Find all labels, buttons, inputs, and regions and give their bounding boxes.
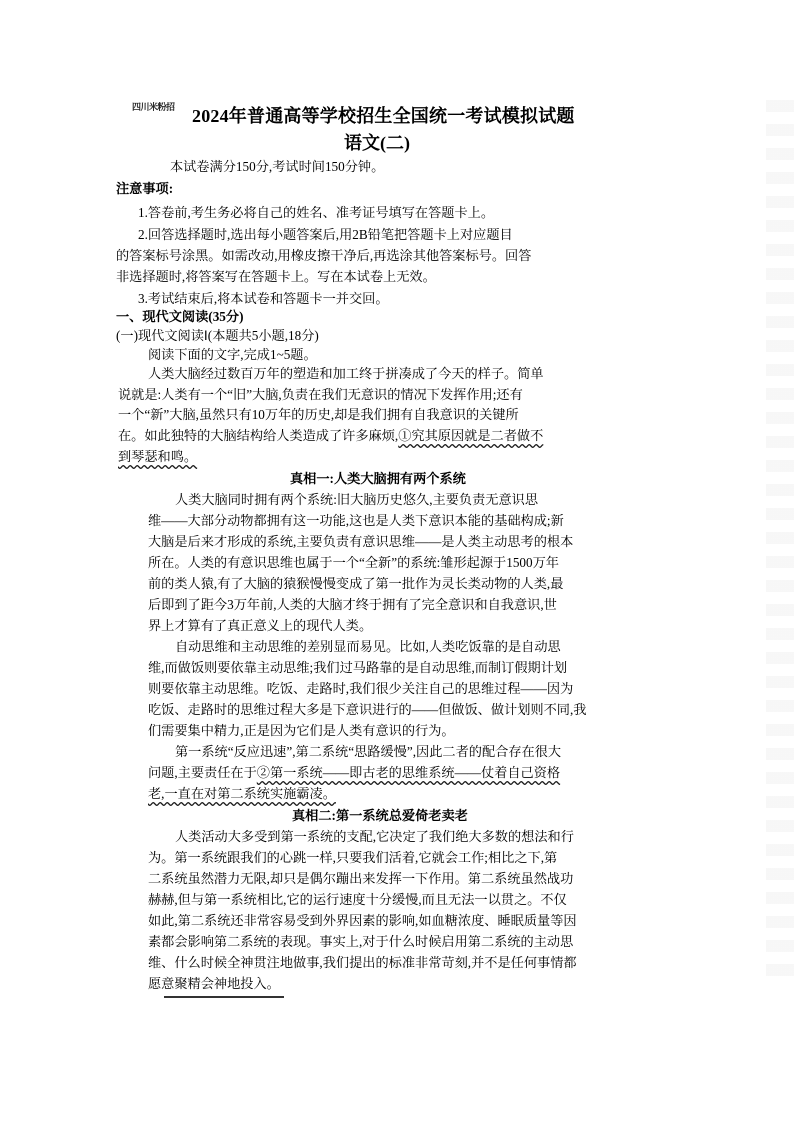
paragraph-5-line: 如此,第二系统还非常容易受到外界因素的影响,如血糖浓度、睡眠质量等因 bbox=[148, 913, 577, 928]
notice-item-2c: 非选择题时,将答案写在答题卡上。写在本试卷上无效。 bbox=[116, 269, 436, 284]
paragraph-4-line bbox=[148, 763, 560, 783]
paragraph-5-line: 人类活动大多受到第一系统的支配,它决定了我们绝大多数的想法和行 bbox=[175, 829, 574, 844]
paragraph-3-line: 维,而做饭则要依靠主动思维;我们过马路靠的是自动思维,而制订假期计划 bbox=[148, 660, 568, 675]
sub-section-heading: (一)现代文阅读Ⅰ(本题共5小题,18分) bbox=[116, 328, 319, 343]
paragraph-2-line: 后即到了距今3万年前,人类的大脑才终于拥有了完全意识和自我意识,世 bbox=[148, 597, 557, 612]
notice-item-3: 3.考试结束后,将本试卷和答题卡一并交回。 bbox=[138, 291, 389, 306]
paragraph-2-line: 大脑是后来才形成的系统,主要负责有意识思维——是人类主动思考的根本 bbox=[148, 534, 574, 549]
paragraph-3-line: 自动思维和主动思维的差别显而易见。比如,人类吃饭靠的是自动思 bbox=[175, 639, 561, 654]
paragraph-3-line: 吃饭、走路时的思维过程大多是下意识进行的——但做饭、做计划则不同,我 bbox=[148, 702, 587, 717]
exam-title: 2024年普通高等学校招生全国统一考试模拟试题 bbox=[192, 106, 575, 126]
paragraph-4-line bbox=[148, 784, 336, 804]
exam-info: 本试卷满分150分,考试时间150分钟。 bbox=[170, 159, 385, 174]
section-heading-truth-1: 真相一:人类大脑拥有两个系统 bbox=[290, 471, 466, 486]
exam-subtitle: 语文(二) bbox=[344, 133, 410, 153]
paragraph-1-line bbox=[118, 426, 543, 446]
underlined-sentence-1-end: 到琴瑟和鸣。 bbox=[118, 449, 198, 464]
paragraph-3-line: 们需要集中精力,正是因为它们是人类有意识的行为。 bbox=[148, 723, 455, 738]
paragraph-2-line: 人类大脑同时拥有两个系统:旧大脑历史悠久,主要负责无意识思 bbox=[175, 492, 539, 507]
notice-item-2b: 的答案标号涂黑。如需改动,用橡皮擦干净后,再选涂其他答案标号。回答 bbox=[116, 248, 532, 263]
notice-item-2a: 2.回答选择题时,选出每小题答案后,用2B铅笔把答题卡上对应题目 bbox=[138, 227, 513, 242]
underlined-sentence-2: ②第一系统——即古老的思维系统——仗着自己资格 bbox=[256, 765, 561, 780]
paragraph-1-text: 在。如此独特的大脑结构给人类造成了许多麻烦, bbox=[118, 428, 399, 443]
notice-item-1: 1.答卷前,考生务必将自己的姓名、准考证号填写在答题卡上。 bbox=[138, 205, 495, 220]
underlined-sentence-1: ①究其原因就是二者做不 bbox=[398, 428, 544, 443]
paragraph-5-line: 维、什么时候全神贯注地做事,我们提出的标准非常苛刻,并不是任何事情都 bbox=[148, 955, 577, 970]
paragraph-5-line: 素都会影响第二系统的表现。事实上,对于什么时候启用第二系统的主动思 bbox=[148, 934, 574, 949]
paragraph-5-line: 赫赫,但与第一系统相比,它的运行速度十分缓慢,而且无法一以贯之。不仅 bbox=[148, 892, 567, 907]
paragraph-4-line: 第一系统“反应迅速”,第二系统“思路缓慢”,因此二者的配合存在很大 bbox=[175, 744, 562, 759]
facing-page-bleed bbox=[766, 100, 794, 980]
paragraph-1-line bbox=[118, 447, 197, 467]
stamp-logo: 四川米粉招 bbox=[132, 103, 175, 113]
paragraph-2-line: 维——大部分动物都拥有这一功能,这也是人类下意识本能的基础构成;新 bbox=[148, 513, 564, 528]
paragraph-1-line: 人类大脑经过数百万年的塑造和加工终于拼凑成了今天的样子。简单 bbox=[148, 366, 544, 381]
paragraph-5-line: 为。第一系统跟我们的心跳一样,只要我们活着,它就会工作;相比之下,第 bbox=[148, 850, 558, 865]
paragraph-5-line: 二系统虽然潜力无限,却只是偶尔蹦出来发挥一下作用。第二系统虽然战功 bbox=[148, 871, 574, 886]
paragraph-3-line: 则要依靠主动思维。吃饭、走路时,我们很少关注自己的思维过程——因为 bbox=[148, 681, 574, 696]
paragraph-2-line: 所在。人类的有意识思维也属于一个“全新”的系统:雏形起源于1500万年 bbox=[148, 555, 559, 570]
paragraph-2-line: 前的类人猿,有了大脑的猿猴慢慢变成了第一批作为灵长类动物的人类,最 bbox=[148, 576, 564, 591]
part-one-heading: 一、现代文阅读(35分) bbox=[116, 309, 244, 324]
section-heading-truth-2: 真相二:第一系统总爱倚老卖老 bbox=[292, 808, 468, 823]
paragraph-1-line: 说就是:人类有一个“旧”大脑,负责在我们无意识的情况下发挥作用;还有 bbox=[118, 387, 523, 402]
paragraph-1-line: 一个“新”大脑,虽然只有10万年的历史,却是我们拥有自我意识的关键所 bbox=[118, 407, 519, 422]
paragraph-4-text: 问题,主要责任在于 bbox=[148, 765, 257, 780]
paragraph-2-line: 界上才算有了真正意义上的现代人类。 bbox=[148, 618, 373, 633]
paragraph-5-line: 愿意聚精会神地投入。 bbox=[148, 976, 280, 991]
reading-instruction: 阅读下面的文字,完成1~5题。 bbox=[148, 347, 317, 362]
footer-rule bbox=[164, 996, 284, 998]
underlined-sentence-2-end: 老,一直在对第二系统实施霸凌。 bbox=[148, 786, 336, 801]
notice-label: 注意事项: bbox=[116, 181, 174, 196]
